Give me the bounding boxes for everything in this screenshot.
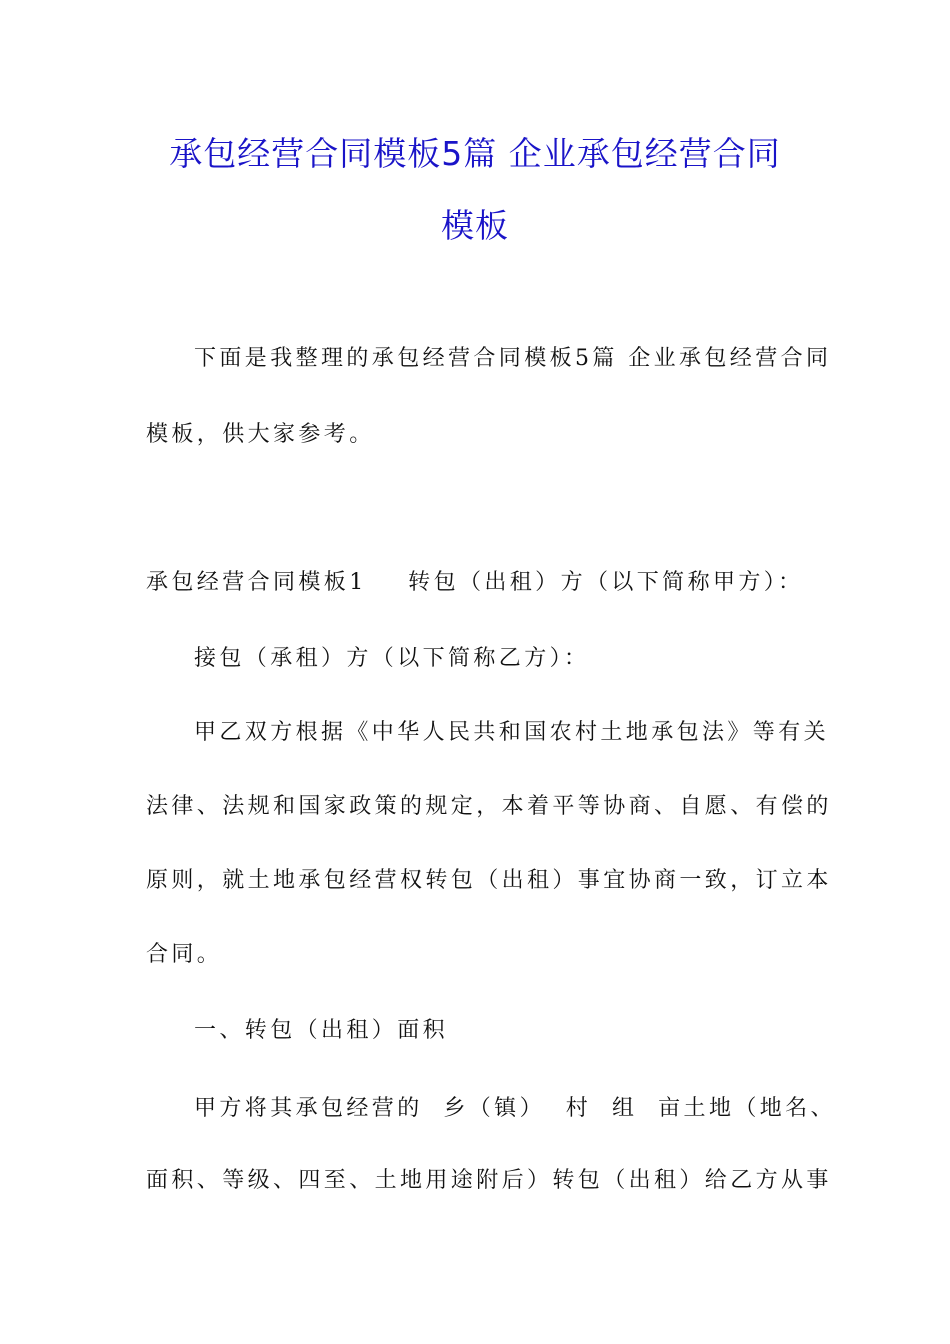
party-b-line: 接包（承租）方（以下简称乙方）： bbox=[194, 646, 590, 671]
intro-line-1: 下面是我整理的承包经营合同模板5篇 企业承包经营合同 bbox=[194, 346, 832, 371]
paragraph-line-4: 合同。 bbox=[146, 942, 223, 967]
document-title-line-1: 承包经营合同模板5篇 企业承包经营合同 bbox=[169, 134, 781, 173]
paragraph-line-3: 原则，就土地承包经营权转包（出租）事宜协商一致，订立本 bbox=[146, 868, 832, 893]
contract-heading-line: 承包经营合同模板1 转包（出租）方（以下简称甲方）： bbox=[146, 570, 804, 595]
paragraph-line-1: 甲乙双方根据《中华人民共和国农村土地承包法》等有关 bbox=[194, 720, 830, 745]
intro-line-2: 模板，供大家参考。 bbox=[146, 422, 375, 447]
paragraph-line-2: 法律、法规和国家政策的规定，本着平等协商、自愿、有偿的 bbox=[146, 794, 832, 819]
section-paragraph-line-1: 甲方将其承包经营的 乡（镇） 村 组 亩土地（地名、 bbox=[194, 1096, 836, 1121]
section-heading-1: 一、转包（出租）面积 bbox=[194, 1018, 449, 1043]
document-title-line-2: 模板 bbox=[441, 206, 509, 245]
section-paragraph-line-2: 面积、等级、四至、土地用途附后）转包（出租）给乙方从事 bbox=[146, 1168, 832, 1193]
